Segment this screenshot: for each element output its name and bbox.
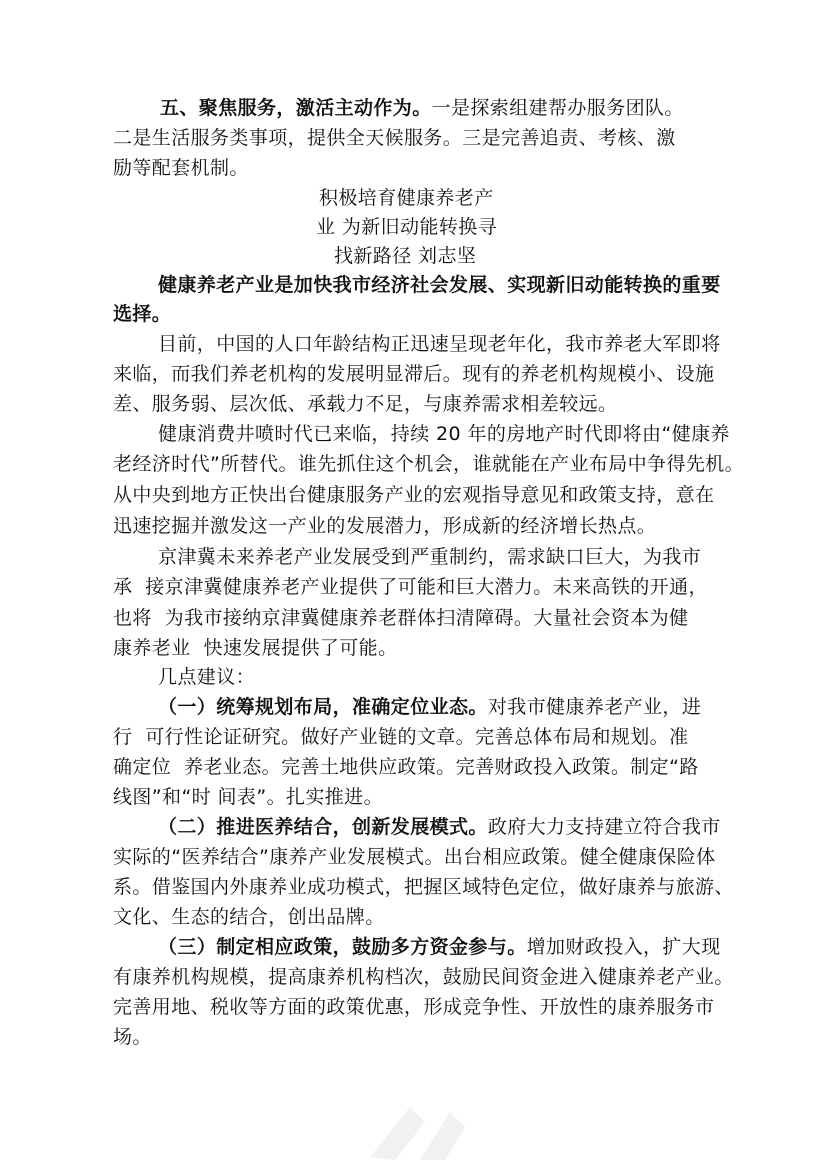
suggestion3-line4: 场。 xyxy=(113,1026,152,1048)
suggestion3-line1 xyxy=(158,933,721,961)
article-title-author: 找新路径 刘志坚 xyxy=(334,245,477,267)
para1-line2: 来临，而我们养老机构的发展明显滞后。现有的养老机构规模小、设施 xyxy=(113,363,715,385)
suggestion3-line3: 完善用地、税收等方面的政策优惠，形成竞争性、开放性的康养服务市 xyxy=(113,996,715,1018)
suggestion1-line2: 行 可行性论证研究。做好产业链的文章。完善总体布局和规划。准 xyxy=(113,726,689,748)
para2-line4: 迅速挖掘并激发这一产业的发展潜力，形成新的经济增长热点。 xyxy=(113,515,657,537)
suggestion2-heading: （二）推进医养结合，创新发展模式。 xyxy=(158,816,488,838)
para3-line4: 康养老业 快速发展提供了可能。 xyxy=(113,637,398,659)
suggestion2-line3: 系。借鉴国内外康养业成功模式，把握区域特色定位，做好康养与旅游、 xyxy=(113,876,734,898)
para3-line1: 京津冀未来养老产业发展受到严重制约，需求缺口巨大，为我市 xyxy=(158,546,702,568)
para2-line3: 从中央到地方正快出台健康服务产业的宏观指导意见和政策支持，意在 xyxy=(113,484,715,506)
suggestion3-line1-text: 增加财政投入，扩大现 xyxy=(526,936,721,958)
article-title-line2: 业 为新旧动能转换寻 xyxy=(316,216,498,238)
suggestion2-line1-text: 政府大力支持建立符合我市 xyxy=(487,816,721,838)
section5-line1-text: 一是探索组建帮办服务团队。 xyxy=(431,97,684,119)
section5-line3: 励等配套机制。 xyxy=(113,157,249,179)
suggestion1-heading: （一）统筹规划布局，准确定位业态。 xyxy=(158,696,488,718)
section5-heading: 五、聚焦服务，激活主动作为。 xyxy=(160,97,432,119)
suggestion1-line4: 线图”和“时 间表”。扎实推进。 xyxy=(113,786,383,808)
suggestion1-line1 xyxy=(158,693,701,721)
thesis-line1: 健康养老产业是加快我市经济社会发展、实现新旧动能转换的重要 xyxy=(158,274,721,296)
suggestion2-line1 xyxy=(158,813,721,841)
para2-line1: 健康消费井喷时代已来临，持续 20 年的房地产时代即将由“健康养 xyxy=(158,423,730,445)
para2-line2: 老经济时代”所替代。谁先抓住这个机会，谁就能在产业布局中争得先机。 xyxy=(113,453,745,475)
thesis-line2: 选择。 xyxy=(113,303,172,325)
section5-line2: 二是生活服务类事项，提供全天候服务。三是完善追责、考核、激 xyxy=(113,127,676,149)
para1-line3: 差、服务弱、层次低、承载力不足，与康养需求相差较远。 xyxy=(113,393,618,415)
para3-line2: 承 接京津冀健康养老产业提供了可能和巨大潜力。未来高铁的开通， xyxy=(113,576,708,598)
section5-line1 xyxy=(160,94,684,122)
suggestions-intro: 几点建议： xyxy=(158,666,256,688)
para1-line1: 目前，中国的人口年龄结构正迅速呈现老年化，我市养老大军即将 xyxy=(158,333,721,355)
suggestion1-line3: 确定位 养老业态。完善土地供应政策。完善财政投入政策。制定“路 xyxy=(113,756,699,778)
suggestion3-line2: 有康养机构规模，提高康养机构档次，鼓励民间资金进入健康养老产业。 xyxy=(113,966,734,988)
suggestion2-line2: 实际的“医养结合”康养产业发展模式。出台相应政策。健全健康保险体 xyxy=(113,846,716,868)
suggestion2-line4: 文化、生态的结合，创出品牌。 xyxy=(113,906,385,928)
suggestion3-heading: （三）制定相应政策，鼓励多方资金参与。 xyxy=(158,936,527,958)
para3-line3: 也将 为我市接纳京津冀健康养老群体扫清障碍。大量社会资本为健 xyxy=(113,607,689,629)
watermark-graphic xyxy=(365,1082,475,1162)
suggestion1-line1-text: 对我市健康养老产业，进 xyxy=(487,696,702,718)
article-title-line1: 积极培育健康养老产 xyxy=(319,187,494,209)
